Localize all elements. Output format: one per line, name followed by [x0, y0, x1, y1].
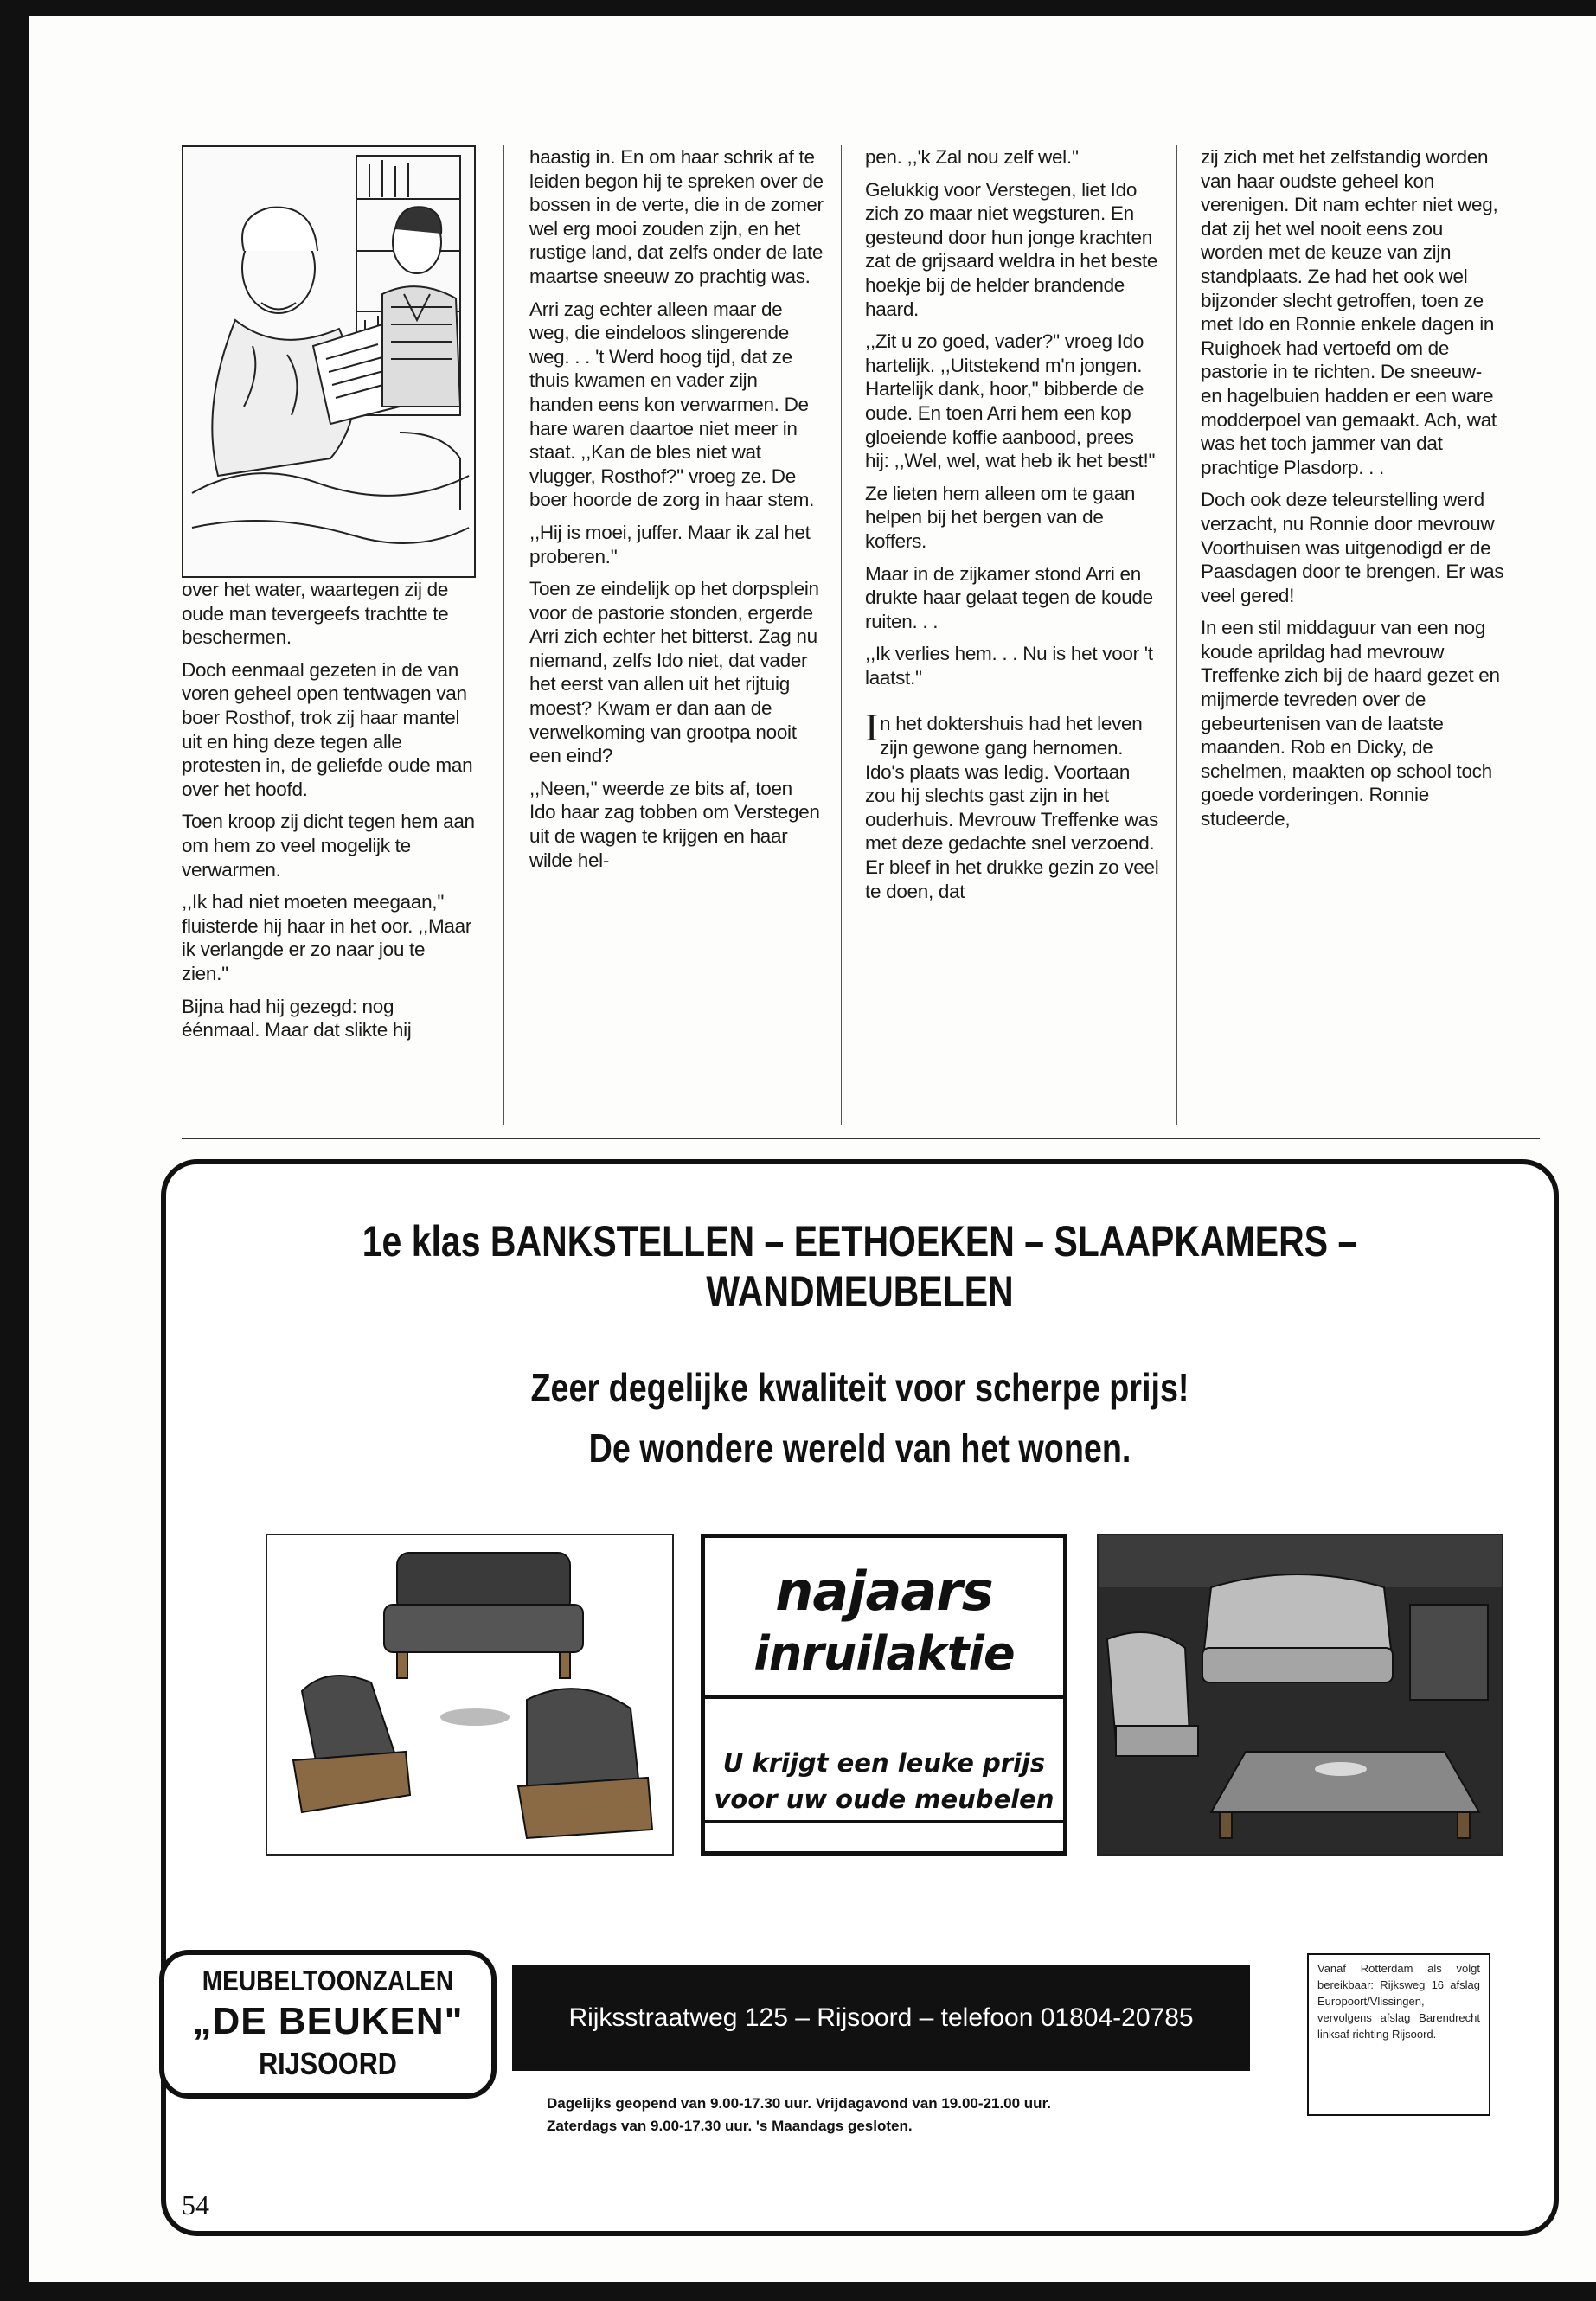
section-divider	[182, 1138, 1540, 1139]
store-logo	[159, 1950, 497, 2099]
paragraph: Doch ook deze teleurstelling werd verzacht, nu Ronnie door mevrouw Voorthuisen was uitgenodigd er de Paasdagen door te brengen. Er was veel gered!	[1201, 489, 1504, 606]
paragraph: Toen kroop zij dicht tegen hem aan om hem zo veel mogelijk te verwarmen.	[182, 811, 475, 881]
paragraph: zij zich met het zelfstandig worden van haar oudste geheel kon verenigen. Dit nam echter niet weg, dat zij het wel nooit eens zou worden met de keuze van zijn standplaats. Ze had het ook wel bijzonder slecht getroffen, toen ze met Ido en Ronnie enkele dagen in Ruighoek had vertoefd om de pastorie in te richten. De sneeuw- en hagelbuien hadden er een ware modderpoel van gemaakt. Ach, wat was het toch jammer van dat prachtige Plasdorp. . .	[1201, 146, 1498, 478]
couple-reading-illustration	[183, 147, 474, 576]
ad-headline: WANDMEUBELEN	[706, 1267, 1014, 1316]
column-divider	[503, 145, 504, 1125]
logo-line-2: „DE BEUKEN"	[192, 2000, 464, 2042]
route-directions: Vanaf Rotterdam als volgt bereikbaar: Rijksweg 16 afslag Europoort/Vlissingen, vervolgens afslag Barendrecht linksaf richting Rijsoord.	[1307, 1953, 1490, 2116]
logo-line-1: MEUBELTOONZALEN	[202, 1965, 454, 1997]
paragraph: ,,Ik verlies hem. . . Nu is het voor 't laatst.''	[865, 643, 1153, 689]
living-room-photo	[1097, 1534, 1503, 1856]
promo-rule	[705, 1820, 1063, 1823]
paragraph: haastig in. En om haar schrik af te leiden begon hij te spreken over de bossen in de verte, die in de zomer wel erg mooi zouden zijn, en het rustige land, dat zelfs onder de late maartse sneeuw zo prachtig was.	[529, 146, 824, 287]
page-number: 54	[182, 2189, 209, 2221]
trade-in-promo	[701, 1534, 1067, 1856]
column-divider	[1176, 145, 1177, 1125]
paragraph: ,,Zit u zo goed, vader?'' vroeg Ido hartelijk. ,,Uitstekend m'n jongen. Hartelijk dank, hoor,'' bibberde de oude. En toen Arri hem een kop gloeiende koffie aanbood, prees hij: ,,Wel, wel, wat heb ik het best!''	[865, 330, 1156, 472]
story-column-4	[1201, 145, 1508, 840]
promo-title-1: najaars	[775, 1560, 993, 1623]
promo-title-2: inruilaktie	[753, 1626, 1015, 1681]
paragraph: In een stil middaguur van een nog koude aprildag had mevrouw Treffenke zich bij de haard gezet en mijmerde tevreden over de gebeurtenisen van de laatste maanden. Rob en Dicky, de schelmen, maakten op school toch goede vorderingen. Ronnie studeerde,	[1201, 617, 1500, 830]
opening-hours	[547, 2093, 1256, 2138]
drop-cap: I	[865, 705, 879, 750]
paragraph: ,,Neen,'' weerde ze bits af, toen Ido haar zag tobben om Verstegen uit de wagen te krijgen en haar wilde hel-	[529, 777, 820, 871]
paragraph-with-dropcap	[865, 705, 1159, 903]
furniture-advertisement	[161, 1159, 1559, 2236]
promo-text: voor uw oude meubelen	[714, 1785, 1054, 1814]
paragraph: Bijna had hij gezegd: nog éénmaal. Maar dat slikte hij	[182, 995, 412, 1042]
column-divider	[841, 145, 842, 1125]
hours-line: Dagelijks geopend van 9.00-17.30 uur. Vrijdagavond van 19.00-21.00 uur.	[547, 2095, 1051, 2112]
paragraph: Gelukkig voor Verstegen, liet Ido zich zo maar niet wegsturen. En gesteund door hun jonge krachten zat de grijsaard weldra in het beste hoekje bij de helder brandende haard.	[865, 178, 1158, 320]
logo-line-3: RIJSOORD	[259, 2046, 397, 2081]
story-column-2	[529, 145, 824, 881]
address-bar: Rijksstraatweg 125 – Rijsoord – telefoon 01804-20785	[512, 1965, 1250, 2071]
paragraph: Toen ze eindelijk op het dorpsplein voor de pastorie stonden, ergerde Arri zich echter het bitterst. Zag nu niemand, zelfs Ido niet, dat vader het eerst van allen uit het rijtuig moest? Kwam er dan aan de verwelkoming van grootpa nooit een eind?	[529, 578, 819, 767]
promo-rule	[705, 1695, 1063, 1699]
paragraph: Doch eenmaal gezeten in de van voren geheel open tentwagen van boer Rosthof, trok zij haar mantel uit en hing deze tegen alle protesten in, de geliefde oude man over het hoofd.	[182, 658, 473, 800]
ad-tagline: Zeer degelijke kwaliteit voor scherpe prijs!	[530, 1365, 1189, 1410]
magazine-page	[29, 16, 1596, 2282]
story-column-3	[865, 145, 1159, 912]
ad-tagline: De wondere wereld van het wonen.	[588, 1426, 1131, 1471]
sofa-set-photo	[266, 1534, 674, 1856]
paragraph: Ze lieten hem alleen om te gaan helpen bij het bergen van de koffers.	[865, 482, 1136, 552]
paragraph-text: n het doktershuis had het leven zijn gewone gang hernomen. Ido's plaats was ledig. Voortaan zou hij slechts gast zijn in het ouderhuis. Mevrouw Treffenke was met deze gedachte snel verzoend. Er bleef in het drukke gezin zo veel te doen, dat	[865, 713, 1159, 902]
paragraph: Maar in de zijkamer stond Arri en drukte haar gelaat tegen de koude ruiten. . .	[865, 562, 1153, 632]
hours-line: Zaterdags van 9.00-17.30 uur. 's Maandags gesloten.	[547, 2118, 913, 2134]
story-illustration	[182, 145, 476, 578]
paragraph: ,,Hij is moei, juffer. Maar ik zal het proberen.''	[529, 521, 811, 567]
paragraph: ,,Ik had niet moeten meegaan,'' fluisterde hij haar in het oor. ,,Maar ik verlangde er zo naar jou te zien.''	[182, 891, 472, 984]
paragraph: over het water, waartegen zij de oude man tevergeefs trachtte te beschermen.	[182, 579, 449, 649]
promo-text: U krijgt een leuke prijs	[722, 1748, 1046, 1778]
ad-headline: 1e klas BANKSTELLEN – EETHOEKEN – SLAAPKAMERS –	[362, 1217, 1358, 1266]
paragraph: pen. ,,'k Zal nou zelf wel.''	[865, 146, 1079, 168]
paragraph: Arri zag echter alleen maar de weg, die eindeloos slingerende weg. . . 't Werd hoog tijd, dat ze thuis kwamen en vader zijn handen eens kon verwarmen. De hare waren daartoe niet meer in staat. ,,Kan de bles niet wat vlugger, Rosthof?'' vroeg ze. De boer hoorde de zorg in haar stem.	[529, 298, 815, 511]
